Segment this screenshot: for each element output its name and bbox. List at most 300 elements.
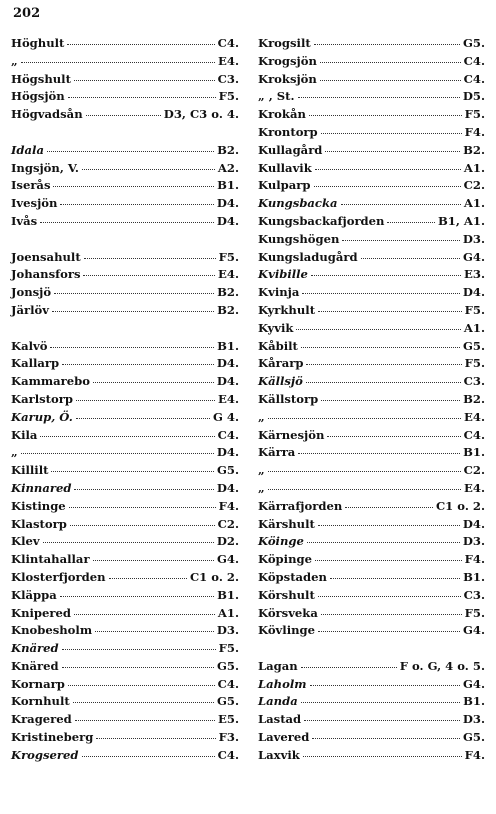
entry-name: Kulparp [258,178,311,193]
dot-leader [361,258,460,259]
map-reference: C4. [217,747,239,762]
index-entry [11,445,239,463]
entry-name: Järlöv [11,302,49,317]
index-entry [11,36,239,54]
index-entry [258,570,485,588]
dot-leader [387,222,434,223]
entry-name: Klev [11,534,40,549]
entry-name: Johansfors [11,267,81,282]
dot-leader [74,80,215,81]
index-entry [258,677,485,695]
entry-name: Kungsladugård [258,249,358,264]
entry-name: Kallarp [11,356,60,371]
entry-name: Köpinge [258,552,312,567]
index-entry [11,356,239,374]
map-reference: B1. [217,338,239,353]
map-reference: B1. [463,445,485,460]
map-reference: A1. [463,160,485,175]
entry-name: Karup, Ö. [11,409,73,424]
map-reference: D4. [462,516,485,531]
entry-name: Kärrafjorden [258,498,343,513]
index-entry [258,392,485,410]
index-entry [11,72,239,90]
map-reference: C2. [217,516,239,531]
map-reference: F5. [218,249,239,264]
map-reference: F o. G, 4 o. 5. [399,658,485,673]
dot-leader [68,97,216,98]
dot-leader [301,347,460,348]
dot-leader [21,62,215,63]
map-reference: B2. [217,142,239,157]
dot-leader [318,631,460,632]
index-entry [258,54,485,72]
map-reference: F3. [218,730,239,745]
dot-leader [68,685,215,686]
dot-leader [341,204,461,205]
dot-leader [306,382,461,383]
map-reference: D3. [216,623,239,638]
index-entry [11,517,239,535]
map-reference: G5. [462,730,485,745]
dot-leader [309,115,462,116]
map-reference: D4. [216,445,239,460]
dot-leader [54,293,214,294]
entry-name: Ivesjön [11,196,58,211]
index-entry [11,606,239,624]
entry-name: Kristineberg [11,730,94,745]
index-entry [11,54,239,72]
index-entry [258,410,485,428]
entry-name: Lavered [258,730,310,745]
dot-leader [327,436,460,437]
map-reference: D3. [462,712,485,727]
map-reference: G4. [462,623,485,638]
map-reference: C1 o. 2. [189,569,239,584]
map-reference: G5. [216,658,239,673]
dot-leader [53,186,214,187]
map-reference: A1. [217,605,239,620]
index-entry [11,534,239,552]
map-reference: G5. [462,36,485,50]
map-reference: C3. [463,374,485,389]
index-entry [258,339,485,357]
entry-name: Knäred [11,641,59,656]
dot-leader [96,738,215,739]
index-entry [258,72,485,90]
index-entry [258,321,485,339]
dot-leader [50,347,214,348]
map-reference: C4. [463,427,485,442]
index-entry [258,374,485,392]
dot-leader [268,471,461,472]
dot-leader [296,329,460,330]
dot-leader [62,364,214,365]
dot-leader [75,720,215,721]
index-entry [258,143,485,161]
entry-name: Körsveka [258,605,318,620]
index-entry [258,196,485,214]
map-reference: F4. [464,552,485,567]
entry-name: Krontorp [258,124,318,139]
map-reference: G4. [216,552,239,567]
index-entry [258,178,485,196]
dot-leader [69,507,216,508]
entry-name: Lastad [258,712,302,727]
index-entry [11,161,239,179]
index-entry [258,267,485,285]
index-entry [258,499,485,517]
dot-leader [302,293,459,294]
index-entry [258,36,485,54]
map-reference: G5. [216,463,239,478]
entry-name: Ivås [11,213,38,228]
entry-name: Höghult [11,36,65,50]
dot-leader [301,667,397,668]
index-entry [258,463,485,481]
dot-leader [320,62,461,63]
index-entry [11,107,239,125]
dot-leader [70,525,215,526]
map-reference: B2. [217,302,239,317]
map-reference: E4. [218,391,239,406]
dot-leader [268,418,461,419]
dot-leader [74,614,215,615]
index-entry [11,250,239,268]
index-entry [11,143,239,161]
dot-leader [315,560,462,561]
index-entry [11,267,239,285]
section-gap [11,232,239,250]
entry-name: Köpstaden [258,569,327,584]
index-entry [258,534,485,552]
map-reference: F4. [464,124,485,139]
entry-name: Kornhult [11,694,70,709]
index-entry [11,570,239,588]
entry-name: Kroksjön [258,71,317,86]
entry-name: „ [11,53,18,68]
entry-name: Krogsilt [258,36,311,50]
map-reference: E4. [218,267,239,282]
map-reference: E4. [464,480,485,495]
dot-leader [62,667,214,668]
index-entry [258,232,485,250]
index-entry [258,659,485,677]
dot-leader [95,631,214,632]
dot-leader [304,720,460,721]
index-entry [11,623,239,641]
index-entry [258,588,485,606]
dot-leader [298,453,460,454]
map-reference: B1, A1. [437,213,485,228]
entry-name: Kistinge [11,498,66,513]
entry-name: Idala [11,142,44,157]
dot-leader [52,311,214,312]
map-reference: D5. [462,89,485,104]
entry-name: Kärnesjön [258,427,325,442]
dot-leader [76,418,210,419]
dot-leader [76,400,215,401]
index-entry [11,303,239,321]
map-reference: F5. [464,302,485,317]
index-entry [258,445,485,463]
entry-name: Kammarebo [11,374,90,389]
index-entry [11,392,239,410]
entry-name: Laxvik [258,747,300,762]
entry-name: Kårarp [258,356,304,371]
map-reference: C2. [463,463,485,478]
entry-name: „ , St. [258,89,295,104]
entry-name: Kåbilt [258,338,298,353]
map-reference: F5. [464,605,485,620]
index-entry [258,285,485,303]
entry-name: Laholm [258,676,307,691]
entry-name: Knobesholm [11,623,93,638]
entry-name: Kungsbacka [258,196,338,211]
index-entry [11,712,239,730]
dot-leader [60,204,213,205]
entry-name: „ [258,480,265,495]
map-reference: A1. [463,196,485,211]
map-reference: E3. [464,267,485,282]
dot-leader [40,436,214,437]
entry-name: Kärra [258,445,296,460]
dot-leader [86,115,161,116]
entry-name: Ingsjön, V. [11,160,79,175]
map-reference: A1. [463,320,485,335]
entry-name: Kungsbackafjorden [258,213,385,228]
dot-leader [62,649,216,650]
map-reference: F5. [464,107,485,122]
entry-name: Kullavik [258,160,312,175]
map-reference: B1. [217,178,239,193]
entry-name: Kinnared [11,480,72,495]
map-reference: B1. [463,569,485,584]
index-entry [11,552,239,570]
index-entry [11,641,239,659]
dot-leader [321,133,462,134]
entry-name: Klastorp [11,516,67,531]
index-entry [11,89,239,107]
map-reference: D4. [216,356,239,371]
map-reference: C2. [463,178,485,193]
entry-name: Köinge [258,534,304,549]
entry-name: Jonsjö [11,285,52,300]
index-column-right [258,36,485,766]
dot-leader [40,222,214,223]
dot-leader [301,702,460,703]
map-reference: E4. [218,53,239,68]
map-reference: D4. [216,213,239,228]
index-entry [11,588,239,606]
map-reference: E5. [218,712,239,727]
dot-leader [312,738,460,739]
dot-leader [298,97,460,98]
map-reference: B1. [463,694,485,709]
section-gap [258,641,485,659]
index-entry [258,250,485,268]
entry-name: Krogsjön [258,53,317,68]
index-entry [258,606,485,624]
dot-leader [314,186,461,187]
index-entry [11,481,239,499]
map-reference: D4. [462,285,485,300]
index-entry [11,339,239,357]
map-reference: G4. [462,249,485,264]
dot-leader [330,578,460,579]
index-entry [11,748,239,766]
dot-leader [21,453,214,454]
page-number: 202 [13,6,41,21]
entry-name: Kläppa [11,587,57,602]
map-reference: G5. [462,338,485,353]
entry-name: Högshult [11,71,71,86]
index-entry [258,303,485,321]
entry-name: Iserås [11,178,51,193]
index-entry [11,677,239,695]
map-reference: E4. [464,409,485,424]
entry-name: Joensahult [11,249,81,264]
entry-name: Knipered [11,605,71,620]
entry-name: Högsjön [11,89,65,104]
index-entry [11,694,239,712]
entry-name: Kornarp [11,676,65,691]
map-reference: D3. [462,231,485,246]
index-entry [258,107,485,125]
dot-leader [43,542,214,543]
index-entry [258,356,485,374]
map-reference: F5. [464,356,485,371]
entry-name: Kyrkhult [258,302,316,317]
map-reference: F5. [218,89,239,104]
section-gap [11,125,239,143]
map-reference: C4. [217,36,239,50]
map-reference: C3. [217,71,239,86]
dot-leader [315,169,461,170]
map-reference: D4. [216,374,239,389]
dot-leader [303,756,462,757]
index-entry [258,428,485,446]
entry-name: Landa [258,694,298,709]
index-entry [258,517,485,535]
dot-leader [342,240,459,241]
entry-name: Krokån [258,107,306,122]
index-entry [11,285,239,303]
index-entry [258,214,485,232]
dot-leader [320,80,461,81]
dot-leader [311,275,461,276]
dot-leader [318,525,460,526]
entry-name: „ [258,463,265,478]
index-entry [258,623,485,641]
index-entry [11,214,239,232]
dot-leader [314,44,460,45]
entry-name: Kyvik [258,320,294,335]
entry-name: Klintahallar [11,552,90,567]
map-reference: F4. [464,747,485,762]
map-reference: G5. [216,694,239,709]
index-entry [11,196,239,214]
entry-name: Lagan [258,658,298,673]
index-entry [11,428,239,446]
index-entry [11,374,239,392]
dot-leader [51,471,214,472]
dot-leader [345,507,433,508]
map-reference: C3. [463,587,485,602]
dot-leader [67,44,214,45]
index-entry [258,125,485,143]
entry-name: Kvibille [258,267,308,282]
map-reference: G 4. [212,409,239,424]
dot-leader [307,542,460,543]
entry-name: „ [258,409,265,424]
index-entry [11,410,239,428]
dot-leader [321,614,462,615]
index-entry [258,161,485,179]
map-reference: C4. [463,53,485,68]
entry-name: Kärshult [258,516,315,531]
map-reference: C4. [463,71,485,86]
dot-leader [268,489,461,490]
entry-name: Krogsered [11,747,79,762]
index-column-left [11,36,239,766]
dot-leader [82,169,215,170]
dot-leader [109,578,187,579]
map-reference: C4. [217,427,239,442]
dot-leader [310,685,460,686]
entry-name: Körshult [258,587,315,602]
map-reference: B2. [463,142,485,157]
entry-name: Högvadsån [11,107,83,122]
dot-leader [83,275,215,276]
dot-leader [84,258,216,259]
entry-name: Klosterfjorden [11,569,106,584]
entry-name: Kungshögen [258,231,340,246]
index-entry [11,499,239,517]
entry-name: Killilt [11,463,49,478]
entry-name: Kvinja [258,285,300,300]
map-reference: C4. [217,676,239,691]
dot-leader [306,364,461,365]
map-reference: B2. [217,285,239,300]
dot-leader [325,151,460,152]
entry-name: Kila [11,427,38,442]
dot-leader [318,596,461,597]
entry-name: Källsjö [258,374,303,389]
map-reference: F5. [218,641,239,656]
index-entry [11,463,239,481]
dot-leader [93,382,214,383]
map-reference: B1. [217,587,239,602]
index-entry [258,694,485,712]
index-entry [258,552,485,570]
index-entry [258,730,485,748]
index-entry [258,481,485,499]
entry-name: Kullagård [258,142,323,157]
map-reference: D4. [216,196,239,211]
map-reference: A2. [217,160,239,175]
section-gap [11,321,239,339]
dot-leader [47,151,214,152]
index-entry [258,712,485,730]
map-reference: F4. [218,498,239,513]
entry-name: Kalvö [11,338,48,353]
map-reference: G4. [462,676,485,691]
dot-leader [60,596,214,597]
map-reference: B2. [463,391,485,406]
index-entry [11,730,239,748]
dot-leader [73,702,214,703]
index-entry [258,89,485,107]
